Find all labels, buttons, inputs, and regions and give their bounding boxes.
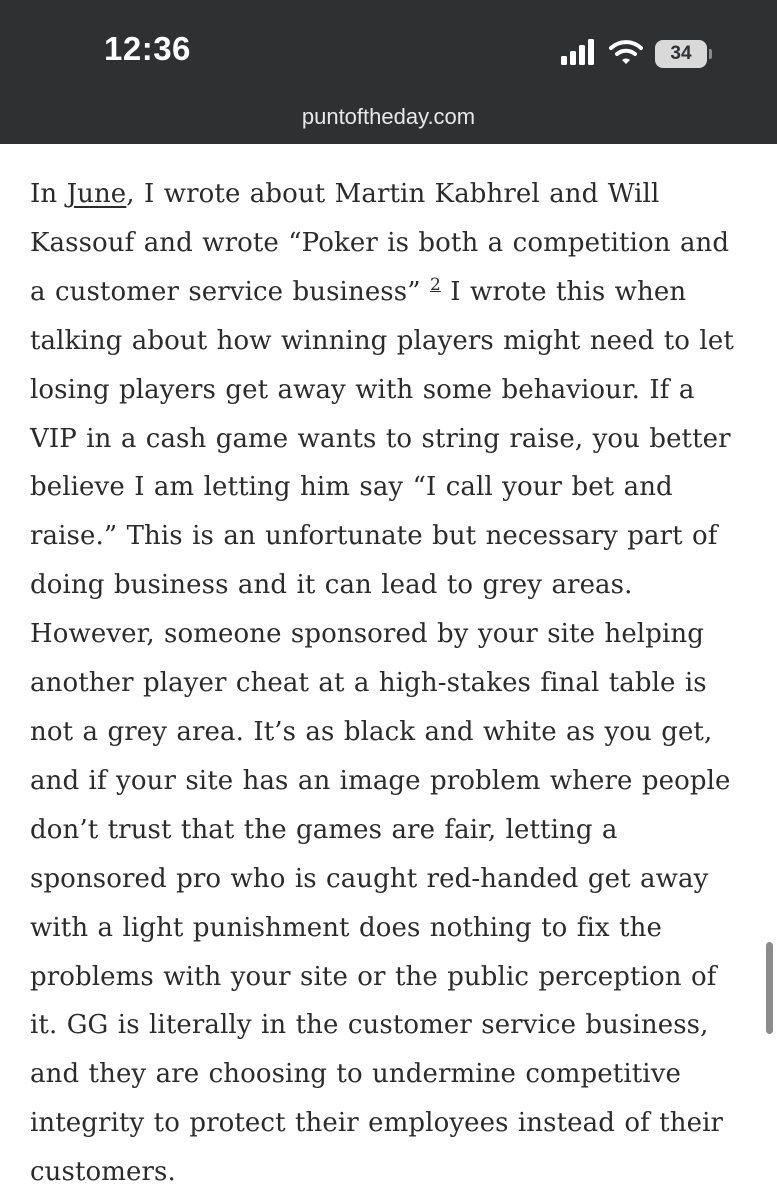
clock-time: 12:36 [104,30,191,67]
article-text-quote: , I wrote about Martin Kabhrel and Will Kassouf and wrote “Poker is both a competition and a customer service business” [30,179,730,307]
footnote-link[interactable]: 2 [429,274,441,295]
status-bar [0,0,777,144]
battery-level: 34 [670,43,692,64]
status-icons [561,38,707,70]
article-text-body: I wrote this when talking about how winning players might need to let losing players get away with some behaviour. If a VIP in a cash game wants to string raise, you better believe I am letting him say “I call your bet and raise.” This is an unfortunate but necessary part of doing business and it can lead to grey areas. However, someone sponsored by your site helping another player cheat at a high-stakes final table is not a grey area. It’s as black and white as you get, and if your site has an image problem where people don’t trust that the games are fair, letting a sponsored pro who is caught red-handed get away with a light punishment does nothing to fix the problems with your site or the public perception of it. GG is literally in the customer service business, and they are choosing to undermine competitive integrity to protect their employees instead of their customers. [30,276,734,1188]
june-link[interactable]: June [66,179,127,209]
article-paragraph [30,170,750,1197]
wifi-icon [609,39,643,70]
article-text-intro: In [30,179,67,209]
battery-icon [655,40,707,68]
cellular-signal-icon [561,39,597,70]
scrollbar[interactable] [766,942,773,1034]
url-bar[interactable]: puntoftheday.com [301,104,476,129]
